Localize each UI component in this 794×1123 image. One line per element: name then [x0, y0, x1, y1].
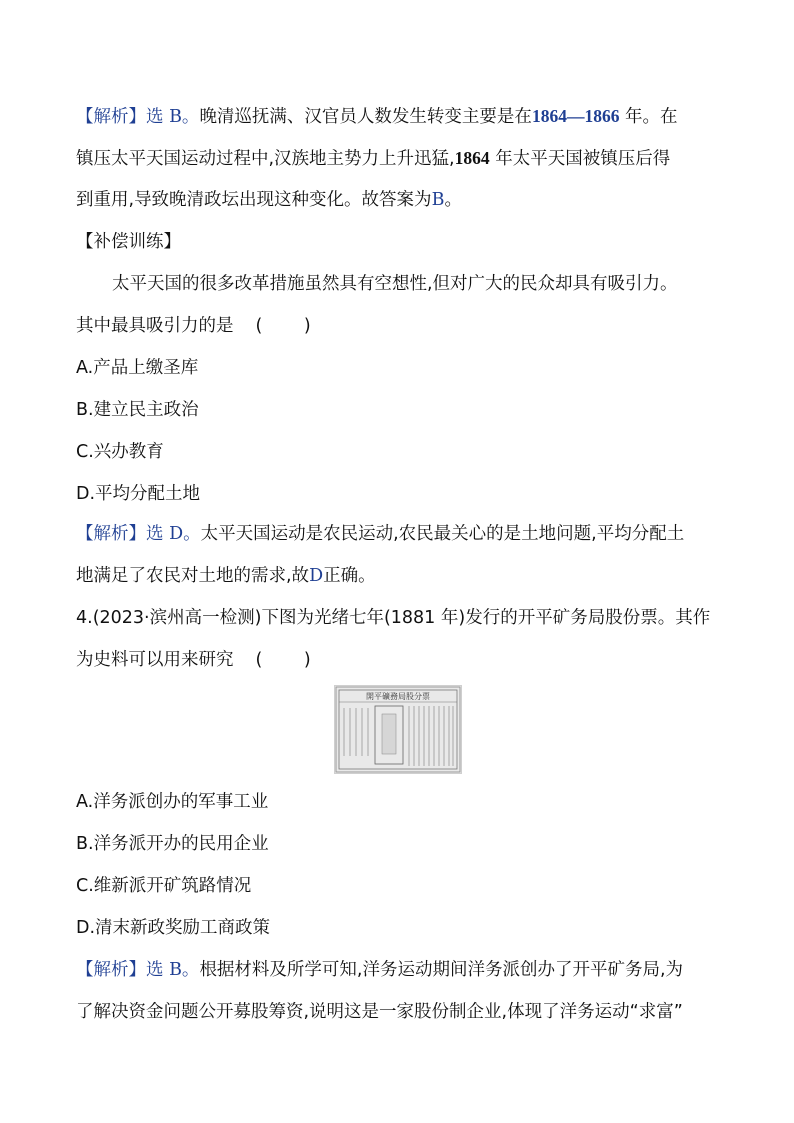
supplement-option-b: B.建立民主政治	[76, 400, 199, 420]
certificate-title: 開平礦務局股分票	[366, 692, 430, 701]
supplement-option-d: D.平均分配土地	[76, 484, 201, 504]
analysis-text: 晚清巡抚满、汉官员人数发生转变主要是在	[199, 107, 532, 127]
question4-option-a: A.洋务派创办的军事工业	[76, 792, 269, 812]
answer-paren: ( )	[255, 650, 329, 670]
analysis-years: 1864—1866	[531, 106, 620, 126]
supplement-option-a: A.产品上缴圣库	[76, 358, 199, 378]
analysis-tag: 【解析】	[76, 524, 146, 544]
question4-option-b: B.洋务派开办的民用企业	[76, 834, 269, 854]
analysis-text: 。	[444, 190, 462, 210]
analysis1-line3	[76, 188, 462, 212]
question4-option-d: D.清末新政奖励工商政策	[76, 918, 271, 938]
share-certificate-image	[334, 685, 462, 774]
question4-option-c: C.维新派开矿筑路情况	[76, 876, 252, 896]
analysis-text: 年。在	[625, 107, 678, 127]
supplement-stem-line1: 太平天国的很多改革措施虽然具有空想性,但对广大的民众却具有吸引力。	[112, 274, 678, 294]
analysis-tag: 【解析】	[76, 960, 146, 980]
analysis-text: 到重用,导致晚清政坛出现这种变化。故答案为	[76, 190, 432, 210]
analysis2-line2	[76, 564, 376, 588]
analysis2-line1	[76, 522, 684, 546]
stem-text: 为史料可以用来研究	[76, 650, 234, 670]
analysis-answer: B	[431, 190, 445, 210]
analysis1-line2	[76, 146, 670, 171]
supplement-heading: 【补偿训练】	[76, 232, 181, 252]
analysis-text: 年太平天国被镇压后得	[495, 149, 671, 169]
analysis1-line1	[76, 104, 678, 129]
analysis-text: 太平天国运动是农民运动,农民最关心的是土地问题,平均分配土	[200, 524, 685, 544]
analysis-choice: 选 D。	[146, 524, 201, 544]
analysis3-line1	[76, 958, 683, 982]
analysis-text: 根据材料及所学可知,洋务运动期间洋务派创办了开平矿务局,为	[199, 960, 684, 980]
stem-text: 其中最具吸引力的是	[76, 316, 234, 336]
analysis-tag: 【解析】	[76, 107, 146, 127]
answer-paren: ( )	[255, 316, 329, 336]
question4-line2	[76, 648, 329, 672]
supplement-option-c: C.兴办教育	[76, 442, 164, 462]
analysis-text: 地满足了农民对土地的需求,故	[76, 566, 310, 586]
question4-line1: 4.(2023·滨州高一检测)下图为光绪七年(1881 年)发行的开平矿务局股份票。其作	[76, 608, 711, 628]
analysis3-line2: 了解决资金问题公开募股筹资,说明这是一家股份制企业,体现了洋务运动“求富”	[76, 1002, 683, 1022]
supplement-stem-line2	[76, 314, 329, 338]
analysis-year: 1864	[454, 148, 490, 168]
analysis-answer: D	[309, 566, 324, 586]
analysis-text: 镇压太平天国运动过程中,汉族地主势力上升迅猛,	[76, 149, 455, 169]
analysis-choice: 选 B。	[146, 960, 200, 980]
analysis-choice: 选 B。	[146, 107, 200, 127]
analysis-text: 正确。	[323, 566, 376, 586]
